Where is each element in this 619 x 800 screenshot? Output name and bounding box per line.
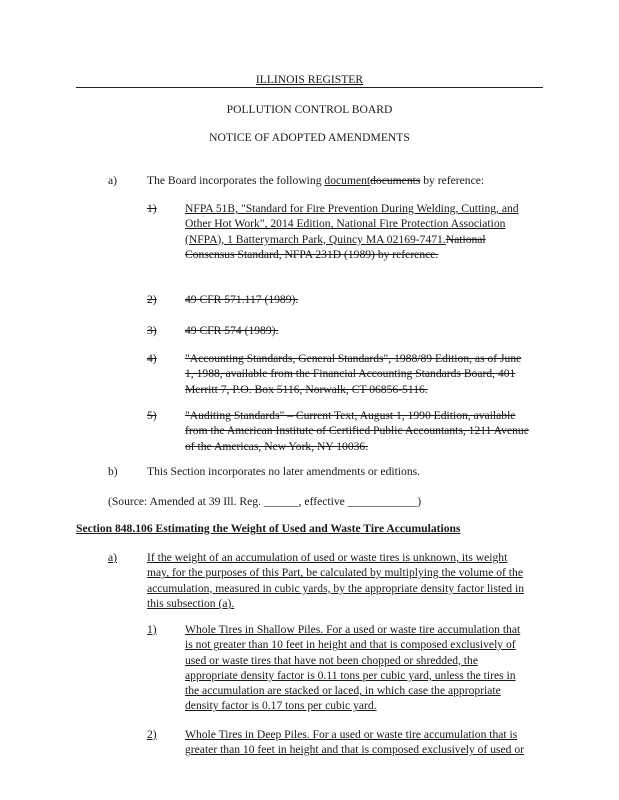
item-1-line: Consensus Standard, NFPA 231D (1989) by reference. xyxy=(185,247,439,261)
item-1-line: NFPA 51B, "Standard for Fire Prevention During Welding, Cutting, and xyxy=(185,202,519,215)
item-1-line xyxy=(185,232,519,247)
intro-text-pre: The Board incorporates the following xyxy=(147,174,325,187)
item-1-line: Other Hot Work", 2014 Edition, National Fire Protection Association xyxy=(185,217,506,231)
new-a-line: may, for the purposes of this Part, be calculated by multiplying the volume of the xyxy=(147,566,523,580)
item-1-inserted: (NFPA), 1 Batterymarch Park, Quincy MA 02169-7471. xyxy=(185,232,446,246)
new-item-2-line: Whole Tires in Deep Piles. For a used or waste tire accumulation that is xyxy=(185,728,518,741)
item-2-label: 2) xyxy=(147,293,157,306)
item-4-line: "Accounting Standards, General Standards", 1988/89 Edition, as of June xyxy=(185,352,522,365)
item-1-text xyxy=(185,201,519,262)
item-3-text: 49 CFR 574 (1989). xyxy=(185,324,279,337)
board-name: POLLUTION CONTROL BOARD xyxy=(226,103,393,116)
new-item-1-line: appropriate density factor is 0.11 tons per cubic yard, unless the tires in xyxy=(185,668,516,682)
new-item-1-label: 1) xyxy=(147,623,157,636)
new-item-1-line: Whole Tires in Shallow Piles. For a used or waste tire accumulation that xyxy=(185,623,521,636)
item-4-text xyxy=(185,351,521,397)
notice-title: NOTICE OF ADOPTED AMENDMENTS xyxy=(209,131,410,144)
item-5-text xyxy=(185,408,529,454)
new-a-line: accumulation, measured in cubic yards, by the appropriate density factor listed in xyxy=(147,581,524,595)
new-a-line: If the weight of an accumulation of used or waste tires is unknown, its weight xyxy=(147,551,508,564)
section-heading: Section 848.106 Estimating the Weight of Used and Waste Tire Accumulations xyxy=(76,522,461,535)
intro-inserted-word: document xyxy=(324,174,371,187)
item-5-line: from the American Institute of Certified Public Accountants, 1211 Avenue xyxy=(185,424,529,438)
new-subsection-a-text xyxy=(147,550,524,611)
subsection-b-text: This Section incorporates no later amendments or editions. xyxy=(147,465,421,478)
item-3-label: 3) xyxy=(147,324,157,337)
item-4-line: 1, 1988, available from the Financial Accounting Standards Board, 401 xyxy=(185,367,516,381)
subsection-b-label: b) xyxy=(108,465,118,478)
source-blank-2: ____________ xyxy=(347,495,418,508)
header-rule xyxy=(76,87,543,88)
item-5-line: of the Americas, New York, NY 10036. xyxy=(185,439,369,453)
item-1-label: 1) xyxy=(147,202,157,215)
source-post: ) xyxy=(417,495,422,508)
new-item-2-line: greater than 10 feet in height and that is composed exclusively of used or xyxy=(185,743,525,757)
item-5-label: 5) xyxy=(147,409,157,422)
source-blank-1: ______ xyxy=(263,495,299,508)
source-pre: (Source: Amended at 39 Ill. Reg. xyxy=(108,495,264,508)
new-item-1-line: is not greater than 10 feet in height and that is composed exclusively of xyxy=(185,638,516,652)
new-item-1-text xyxy=(185,622,520,714)
new-a-line: this subsection (a). xyxy=(147,596,235,610)
new-item-2-label: 2) xyxy=(147,728,157,741)
item-1-deleted: National xyxy=(445,232,486,246)
subsection-a-intro xyxy=(147,173,484,188)
source-note xyxy=(108,494,421,509)
new-item-1-line: the accumulation are stacked or laced, in which case the appropriate xyxy=(185,684,501,698)
item-5-line: "Auditing Standards" – Current Text, August 1, 1990 Edition, available xyxy=(185,409,516,422)
item-4-line: Merritt 7, P.O. Box 5116, Norwalk, CT 06856-5116. xyxy=(185,382,428,396)
source-mid: , effective xyxy=(298,495,348,508)
register-title: ILLINOIS REGISTER xyxy=(255,73,364,86)
intro-text-post: by reference: xyxy=(420,174,485,187)
new-item-1-line: used or waste tires that have not been chopped or shredded, the xyxy=(185,653,478,667)
item-2-text: 49 CFR 571.117 (1989). xyxy=(185,293,299,306)
subsection-a-label: a) xyxy=(108,174,118,187)
new-subsection-a-label: a) xyxy=(108,551,118,564)
item-4-label: 4) xyxy=(147,352,157,365)
new-item-2-text xyxy=(185,727,524,758)
new-item-1-line: density factor is 0.17 tons per cubic yard. xyxy=(185,699,377,713)
intro-deleted-word: documents xyxy=(370,174,421,187)
